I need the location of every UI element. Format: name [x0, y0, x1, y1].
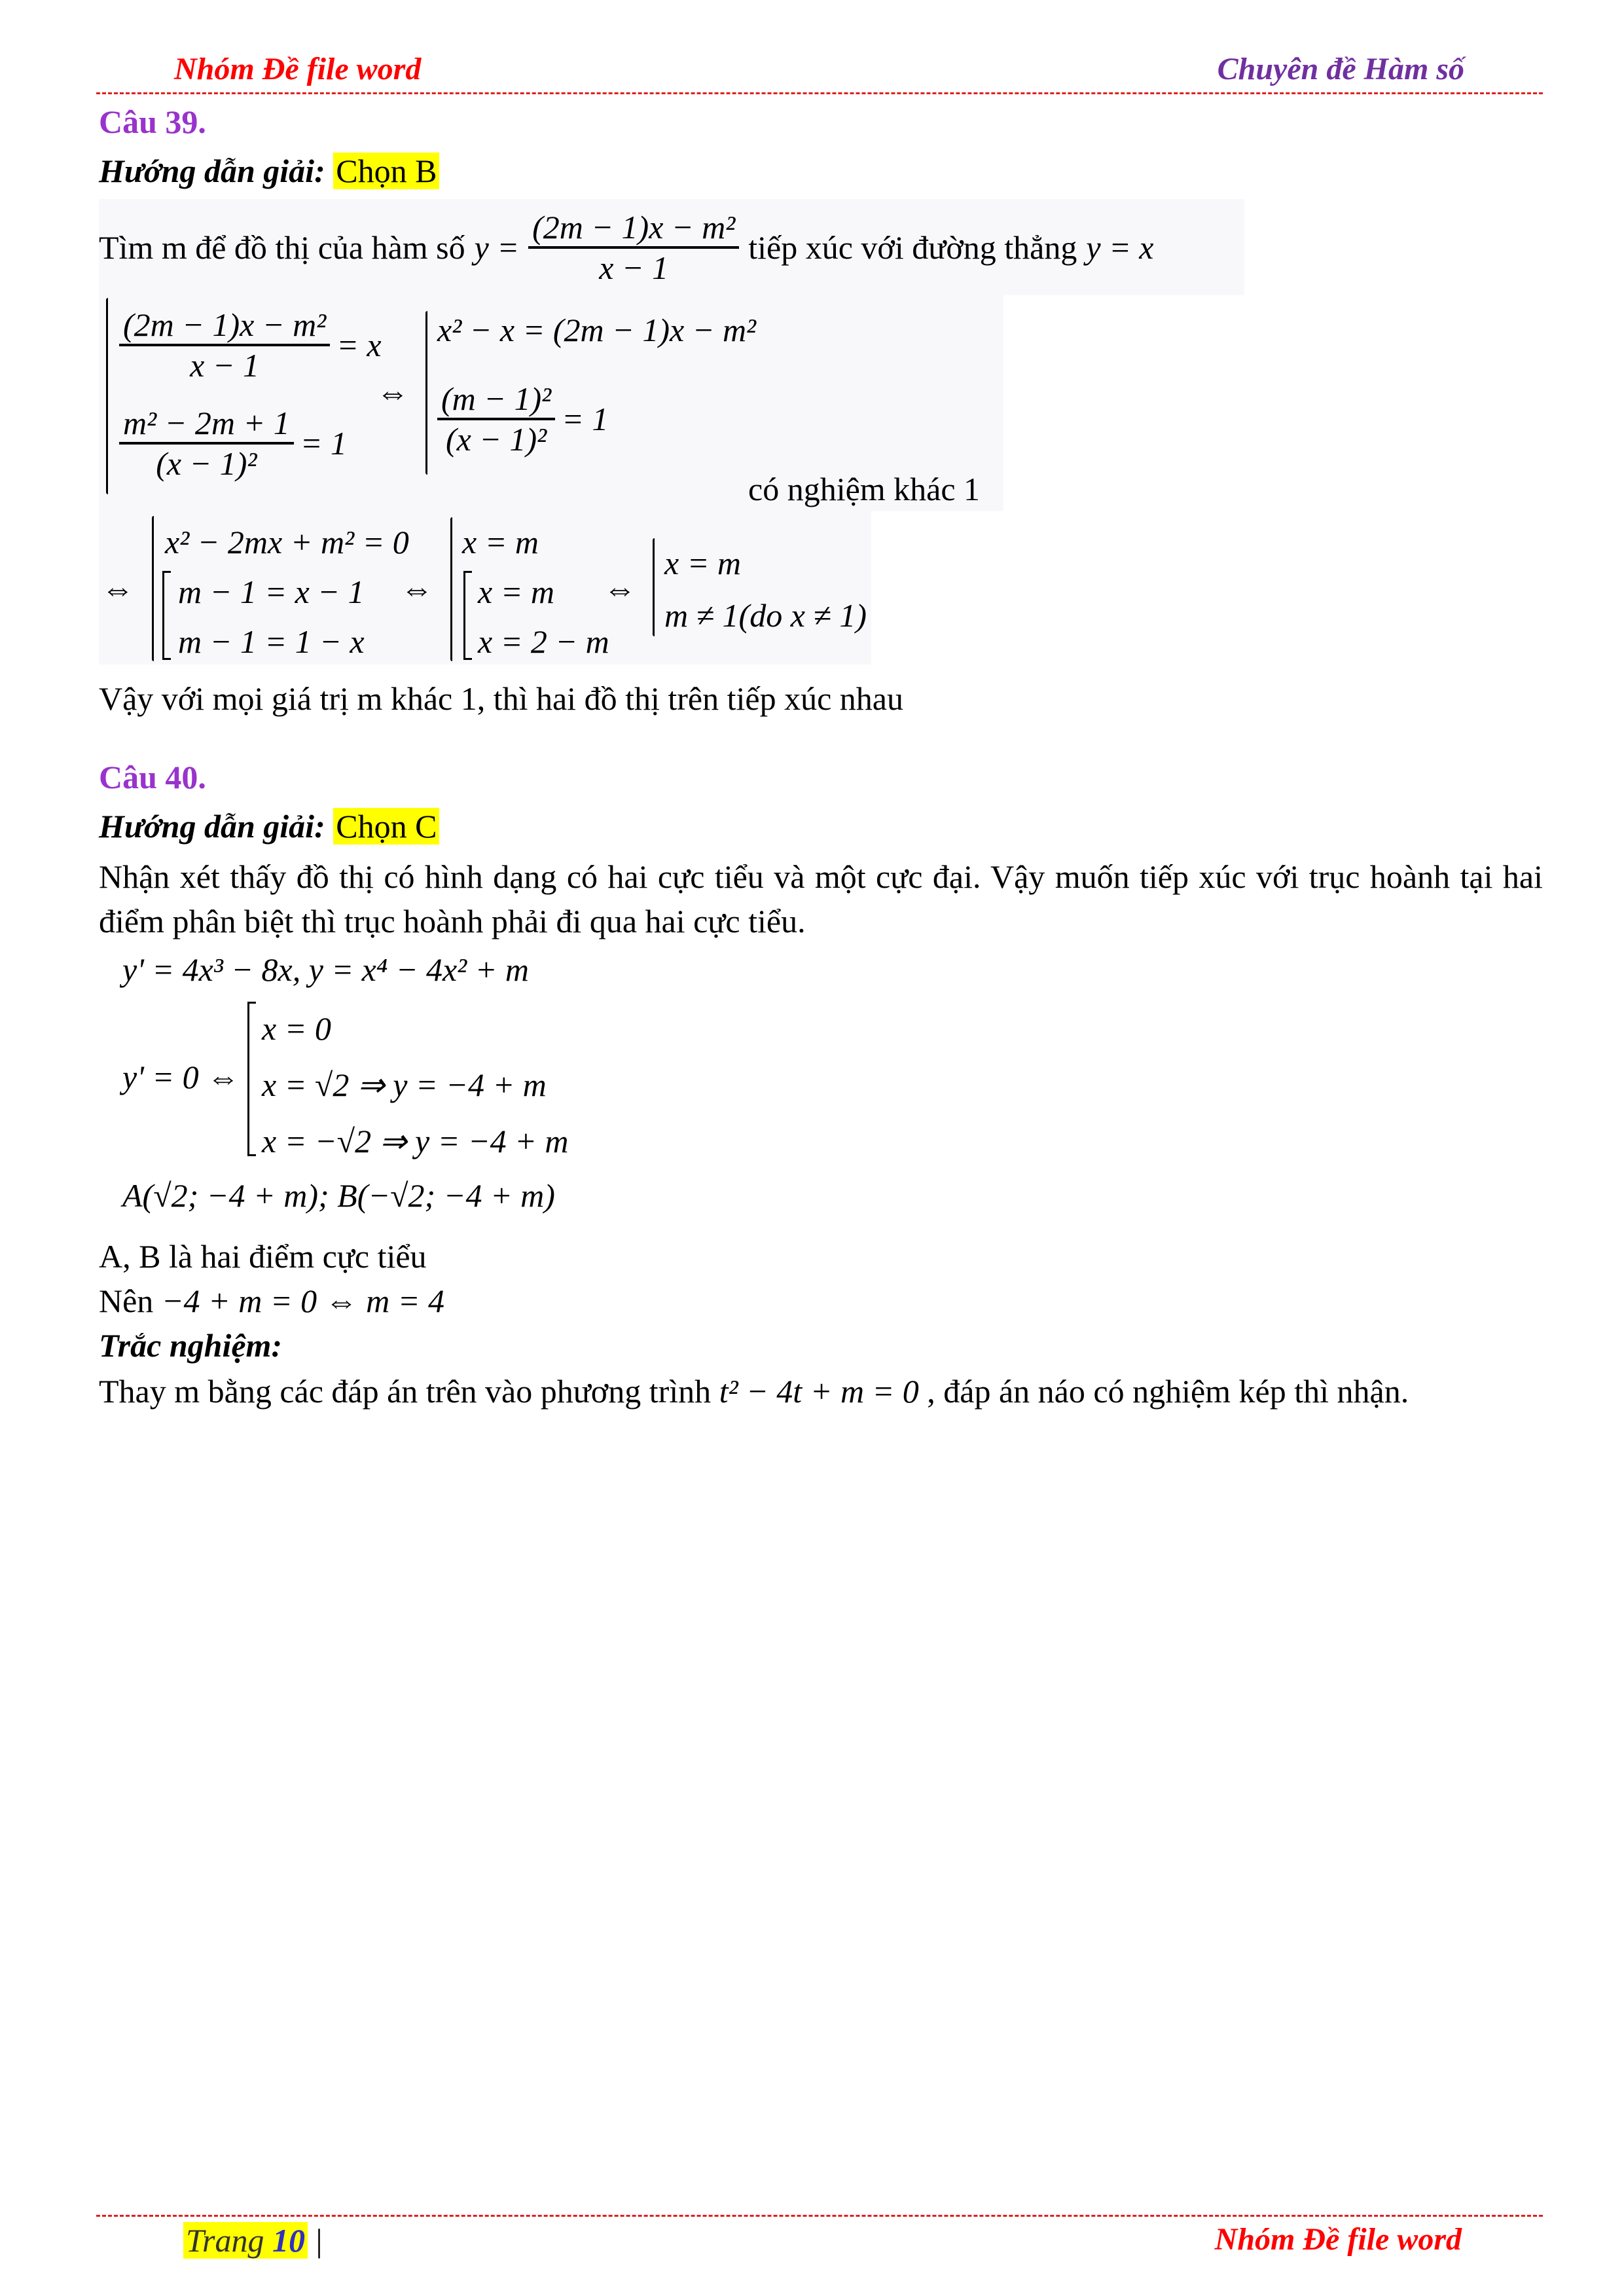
- sys2-num: (m − 1)²: [437, 380, 555, 420]
- tn-math: t² − 4t + m = 0: [719, 1373, 919, 1410]
- guide-label: Hướng dẫn giải:: [99, 808, 325, 845]
- condition-text: có nghiệm khác 1: [748, 471, 981, 507]
- tn-text-1: Thay m bằng các đáp án trên vào phương trình: [99, 1373, 712, 1410]
- sys4-line-3: x = 2 − m: [478, 623, 609, 660]
- ab-minima: A, B là hai điểm cực tiểu: [99, 1238, 427, 1275]
- header-divider: [96, 92, 1543, 94]
- page-separator: |: [316, 2222, 323, 2259]
- equiv-icon: ⇔: [376, 374, 409, 410]
- q40-guide-line: [99, 807, 439, 845]
- intro-text: Tìm m để đồ thị của hàm số: [99, 228, 465, 266]
- then-label: Nên: [99, 1283, 154, 1319]
- sys4-line-1: x = m: [462, 524, 539, 560]
- y-equals: y =: [474, 228, 520, 266]
- sys1-f2-den: (x − 1)²: [156, 445, 257, 482]
- header-right: Chuyên đề Hàm số: [1217, 52, 1464, 86]
- sys3-line-2: m − 1 = x − 1: [178, 574, 365, 610]
- case-1: x = 0: [262, 1010, 331, 1047]
- brace-icon: [653, 538, 655, 636]
- sys2-line-1: x² − x = (2m − 1)x − m²: [437, 312, 757, 348]
- question-40-title: Câu 40.: [99, 759, 206, 795]
- answer-choice: Chọn B: [333, 153, 439, 189]
- brace-icon: [106, 298, 108, 494]
- sys1-f1-den: x − 1: [190, 347, 260, 384]
- bracket-icon: [247, 1002, 256, 1156]
- line-equation: y = x: [1086, 228, 1154, 266]
- tn-text-2: , đáp án náo có nghiệm kép thì nhận.: [927, 1373, 1409, 1410]
- y-prime-zero: y' = 0 ⇔: [122, 1059, 240, 1095]
- sys1-f2-rhs: = 1: [300, 425, 347, 462]
- answer-choice: Chọn C: [333, 808, 439, 845]
- footer-divider: [96, 2215, 1543, 2217]
- fraction-denominator: x − 1: [599, 249, 669, 286]
- system-1: [119, 296, 382, 492]
- fraction-numerator: (2m − 1)x − m²: [528, 208, 739, 249]
- guide-label: Hướng dẫn giải:: [99, 153, 325, 189]
- q40-paragraph: Nhận xét thấy đồ thị có hình dạng có hai cực tiểu và một cực đại. Vậy muốn tiếp xúc với trục hoành tại hai điểm phân biệt thì trục hoành phải đi qua hai cực tiểu.: [99, 858, 1543, 939]
- question-39-title: Câu 39.: [99, 103, 206, 140]
- then-math: −4 + m = 0 ⇔ m = 4: [161, 1283, 444, 1319]
- system-5: [664, 537, 867, 642]
- multiple-choice-line: [99, 1372, 1409, 1410]
- page-label: Trang: [186, 2222, 264, 2259]
- critical-points: [262, 1000, 569, 1169]
- system-3: [165, 517, 409, 666]
- function-fraction: [528, 208, 739, 287]
- then-line: [99, 1282, 444, 1320]
- equiv-icon: ⇔: [401, 570, 433, 607]
- system-4: [462, 517, 609, 666]
- case-3: x = −√2 ⇒ y = −4 + m: [262, 1123, 569, 1159]
- footer-page: [183, 2221, 323, 2259]
- q39-guide-line: [99, 152, 439, 190]
- q39-conclusion: Vậy với mọi giá trị m khác 1, thì hai đồ thị trên tiếp xúc nhau: [99, 680, 903, 717]
- sys3-line-3: m − 1 = 1 − x: [178, 623, 365, 660]
- brace-icon: [152, 516, 154, 661]
- case-2: x = √2 ⇒ y = −4 + m: [262, 1066, 547, 1103]
- footer-right: Nhóm Đề file word: [1214, 2222, 1462, 2257]
- page-number: 10: [272, 2222, 306, 2259]
- intro-text-2: tiếp xúc với đường thẳng: [748, 228, 1077, 266]
- header-left: Nhóm Đề file word: [174, 52, 422, 86]
- sys4-line-2: x = m: [478, 574, 555, 610]
- equiv-icon: ⇔: [604, 570, 636, 607]
- system-2: [437, 311, 756, 475]
- multiple-choice-label: Trắc nghiệm:: [99, 1327, 283, 1364]
- sys5-line-1: x = m: [664, 545, 742, 581]
- equiv-icon: ⇔: [101, 570, 134, 607]
- page-label-box: [183, 2222, 308, 2259]
- sys3-line-1: x² − 2mx + m² = 0: [165, 524, 409, 560]
- points-line: A(√2; −4 + m); B(−√2; −4 + m): [122, 1177, 555, 1214]
- sys2-den: (x − 1)²: [445, 421, 547, 458]
- brace-icon: [425, 311, 427, 475]
- sys1-f2-num: m² − 2m + 1: [119, 404, 294, 445]
- sys1-f1-rhs: = x: [336, 327, 382, 363]
- sys5-line-2: m ≠ 1(do x ≠ 1): [664, 597, 867, 634]
- derivative-line: y' = 4x³ − 8x, y = x⁴ − 4x² + m: [122, 951, 530, 988]
- q39-intro-line: [99, 200, 1154, 295]
- sys2-rhs: = 1: [562, 401, 609, 437]
- sys1-f1-num: (2m − 1)x − m²: [119, 306, 330, 346]
- brace-icon: [450, 517, 452, 661]
